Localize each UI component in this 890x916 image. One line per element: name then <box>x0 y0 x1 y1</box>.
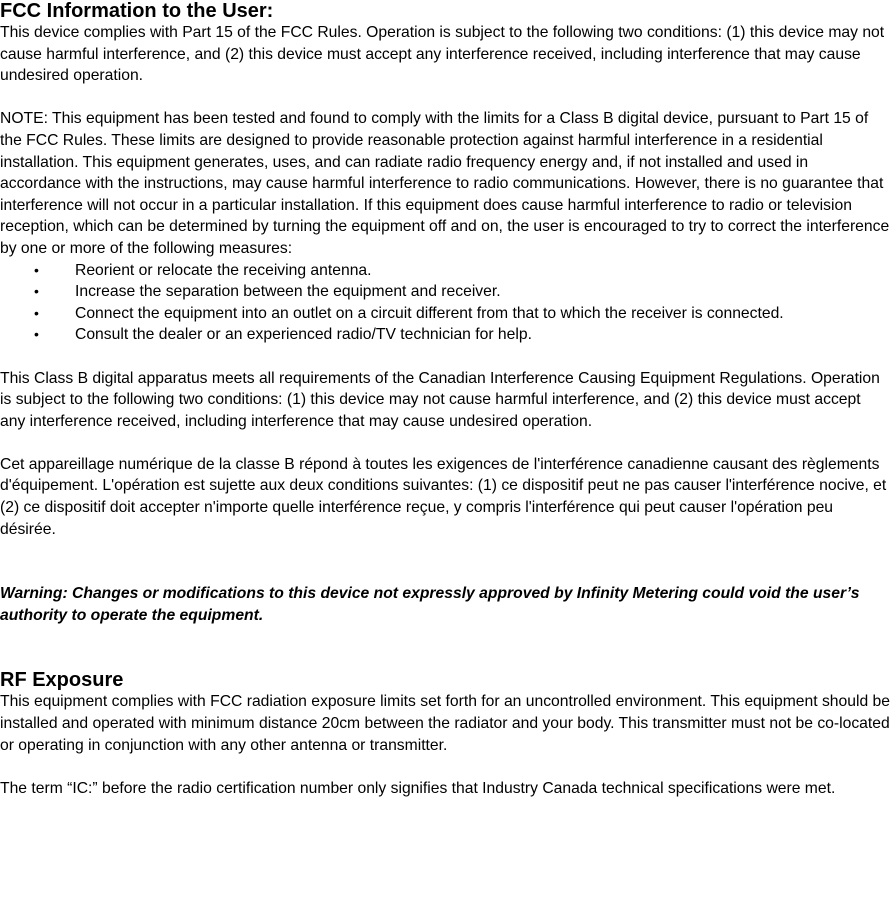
rf-exposure-paragraph: This equipment complies with FCC radiation exposure limits set forth for an uncontrolled environment. This equipment should be installed and operated with minimum distance 20cm between the radiator and your body. This transmitter must not be co-located or operating in conjunction with any other antenna or transmitter. <box>0 693 890 754</box>
list-item <box>0 260 855 282</box>
canada-english-paragraph: This Class B digital apparatus meets all requirements of the Canadian Interference Causing Equipment Regulations. Operation is subject to the following two conditions: (1) this device may not cause harmful interference, and (2) this device must accept any interference received, including interference that may cause undesired operation. <box>0 369 880 430</box>
list-item <box>0 281 855 303</box>
fcc-note-paragraph: NOTE: This equipment has been tested and found to comply with the limits for a Class B digital device, pursuant to Part 15 of the FCC Rules. These limits are designed to provide reasonable protection against harmful interference in a residential installation. This equipment generates, uses, and can radiate radio frequency energy and, if not installed and used in accordance with the instructions, may cause harmful interference to radio communications. However, there is no guarantee that interference will not occur in a particular installation. If this equipment does cause harmful interference to radio or television reception, which can be determined by turning the equipment off and on, the user is encouraged to try to correct the interference by one or more of the following measures: <box>0 110 890 257</box>
measure-text: Reorient or relocate the receiving antenna. <box>75 261 372 279</box>
warning-paragraph: Warning: Changes or modifications to this device not expressly approved by Infinity Metering could void the user’s authority to operate the equipment. <box>0 585 860 624</box>
fcc-heading: FCC Information to the User: <box>0 0 274 22</box>
bullet-icon: • <box>34 326 39 343</box>
bullet-icon: • <box>34 261 39 278</box>
canada-french-paragraph: Cet appareillage numérique de la classe B répond à toutes les exigences de l'interférence canadienne causant des règlements d'équipement. L'opération est sujette aux deux conditions suivantes: (1) ce dispositif peut ne pas causer l'interférence nocive, et (2) ce dispositif doit accepter n'importe quelle interférence reçue, y compris l'interférence qui peut causer l'opération peu désirée. <box>0 455 887 538</box>
measure-text: Increase the separation between the equipment and receiver. <box>75 283 501 301</box>
list-item <box>0 303 855 325</box>
measure-text: Consult the dealer or an experienced radio/TV technician for help. <box>75 326 532 344</box>
rf-exposure-heading: RF Exposure <box>0 669 124 692</box>
list-item <box>0 324 855 346</box>
measures-list <box>0 260 890 346</box>
ic-note-paragraph: The term “IC:” before the radio certification number only signifies that Industry Canada technical specifications were met. <box>0 779 836 797</box>
bullet-icon: • <box>34 304 39 321</box>
measure-text: Connect the equipment into an outlet on a circuit different from that to which the receiver is connected. <box>75 304 784 322</box>
fcc-intro-paragraph: This device complies with Part 15 of the FCC Rules. Operation is subject to the following two conditions: (1) this device may not cause harmful interference, and (2) this device must accept any interference received, including interference that may cause undesired operation. <box>0 24 885 85</box>
bullet-icon: • <box>34 283 39 300</box>
